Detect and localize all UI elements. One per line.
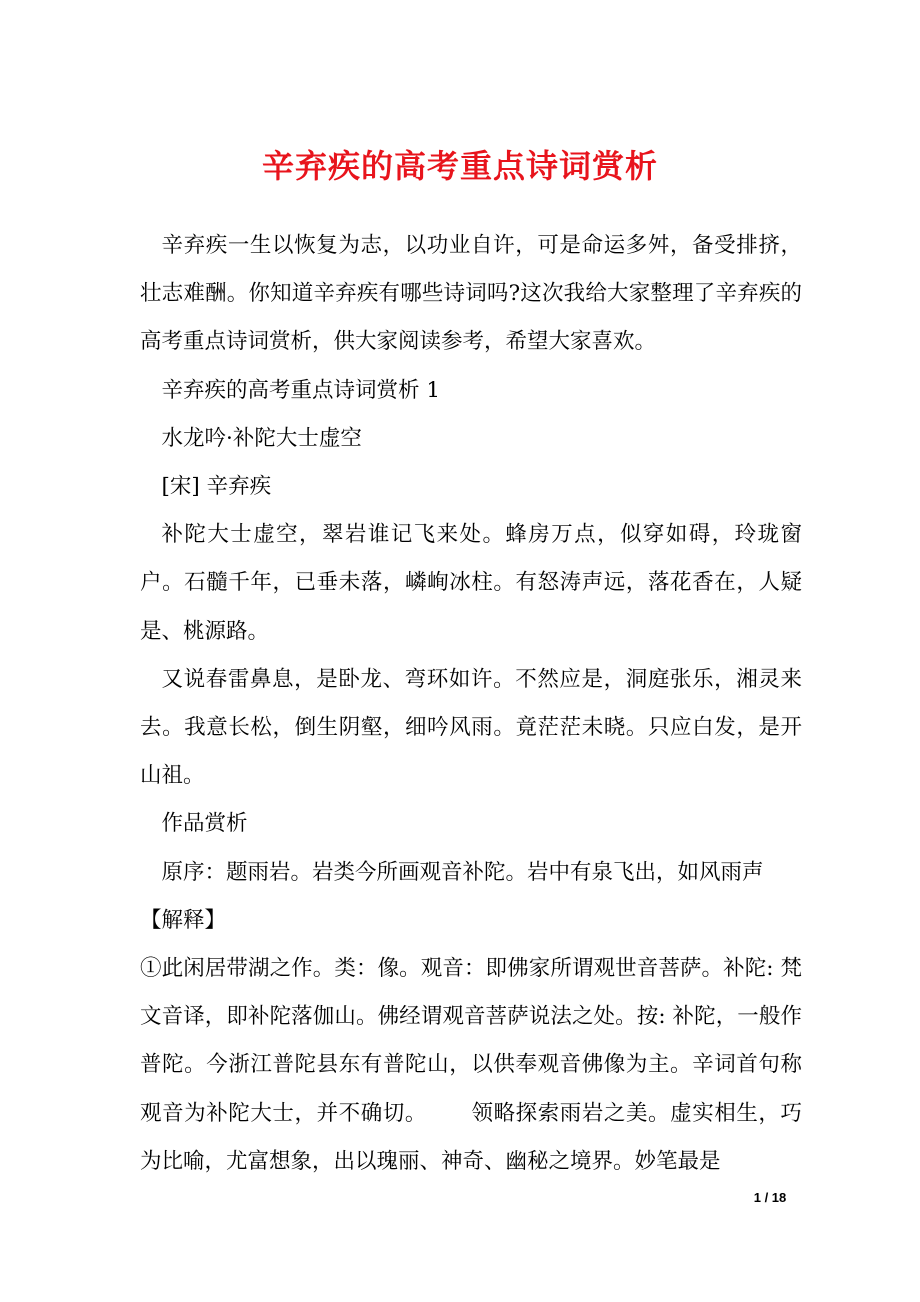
explanation-text-part-2: 领略探索雨岩之美。虚实相生，巧为比喻，尤富想象，出以瑰丽、神奇、幽秘之境界。妙笔最是 [140, 1100, 802, 1174]
document-body [140, 222, 802, 1186]
poem-stanza-1: 补陀大士虚空，翠岩谁记飞来处。蜂房万点，似穿如碍，玲珑窗户。石髓千年，已垂未落，嶙峋冰柱。有怒涛声远，落花香在，人疑是、桃源路。 [140, 522, 802, 644]
poem-stanza-2: 又说春雷鼻息，是卧龙、弯环如许。不然应是，洞庭张乐，湘灵来去。我意长松，倒生阴壑，细吟风雨。竟茫茫未晓。只应白发，是开山祖。 [140, 666, 802, 789]
poem-title: 水龙吟·补陀大士虚空 [161, 425, 362, 451]
preface-paragraph: 原序：题雨岩。岩类今所画观音补陀。岩中有泉飞出，如风雨声 [161, 859, 764, 885]
page-number: 1 / 18 [753, 1190, 787, 1205]
appreciation-heading: 作品赏析 [161, 811, 248, 837]
explanation-paragraph [140, 945, 802, 1186]
section-heading: 辛弃疾的高考重点诗词赏析 1 [161, 377, 441, 403]
explanation-text-part-1: ①此闲居带湖之作。类：像。观音：即佛家所谓观世音菩萨。补陀: 梵文音译，即补陀落伽山。佛经谓观音菩萨说法之处。按: 补陀，一般作普陀。今浙江普陀县东有普陀山，以供奉观音佛像为主。辛词首句称观音为补陀大士，并不确切。 [140, 956, 802, 1126]
explanation-heading: 【解释】 [140, 907, 227, 933]
poem-author: [宋] 辛弃疾 [161, 474, 272, 500]
document-title: 辛弃疾的高考重点诗词赏析 [261, 147, 658, 185]
intro-paragraph: 辛弃疾一生以恢复为志，以功业自许，可是命运多舛，备受排挤，壮志难酬。你知道辛弃疾有哪些诗词吗?这次我给大家整理了辛弃疾的高考重点诗词赏析，供大家阅读参考，希望大家喜欢。 [140, 233, 802, 355]
